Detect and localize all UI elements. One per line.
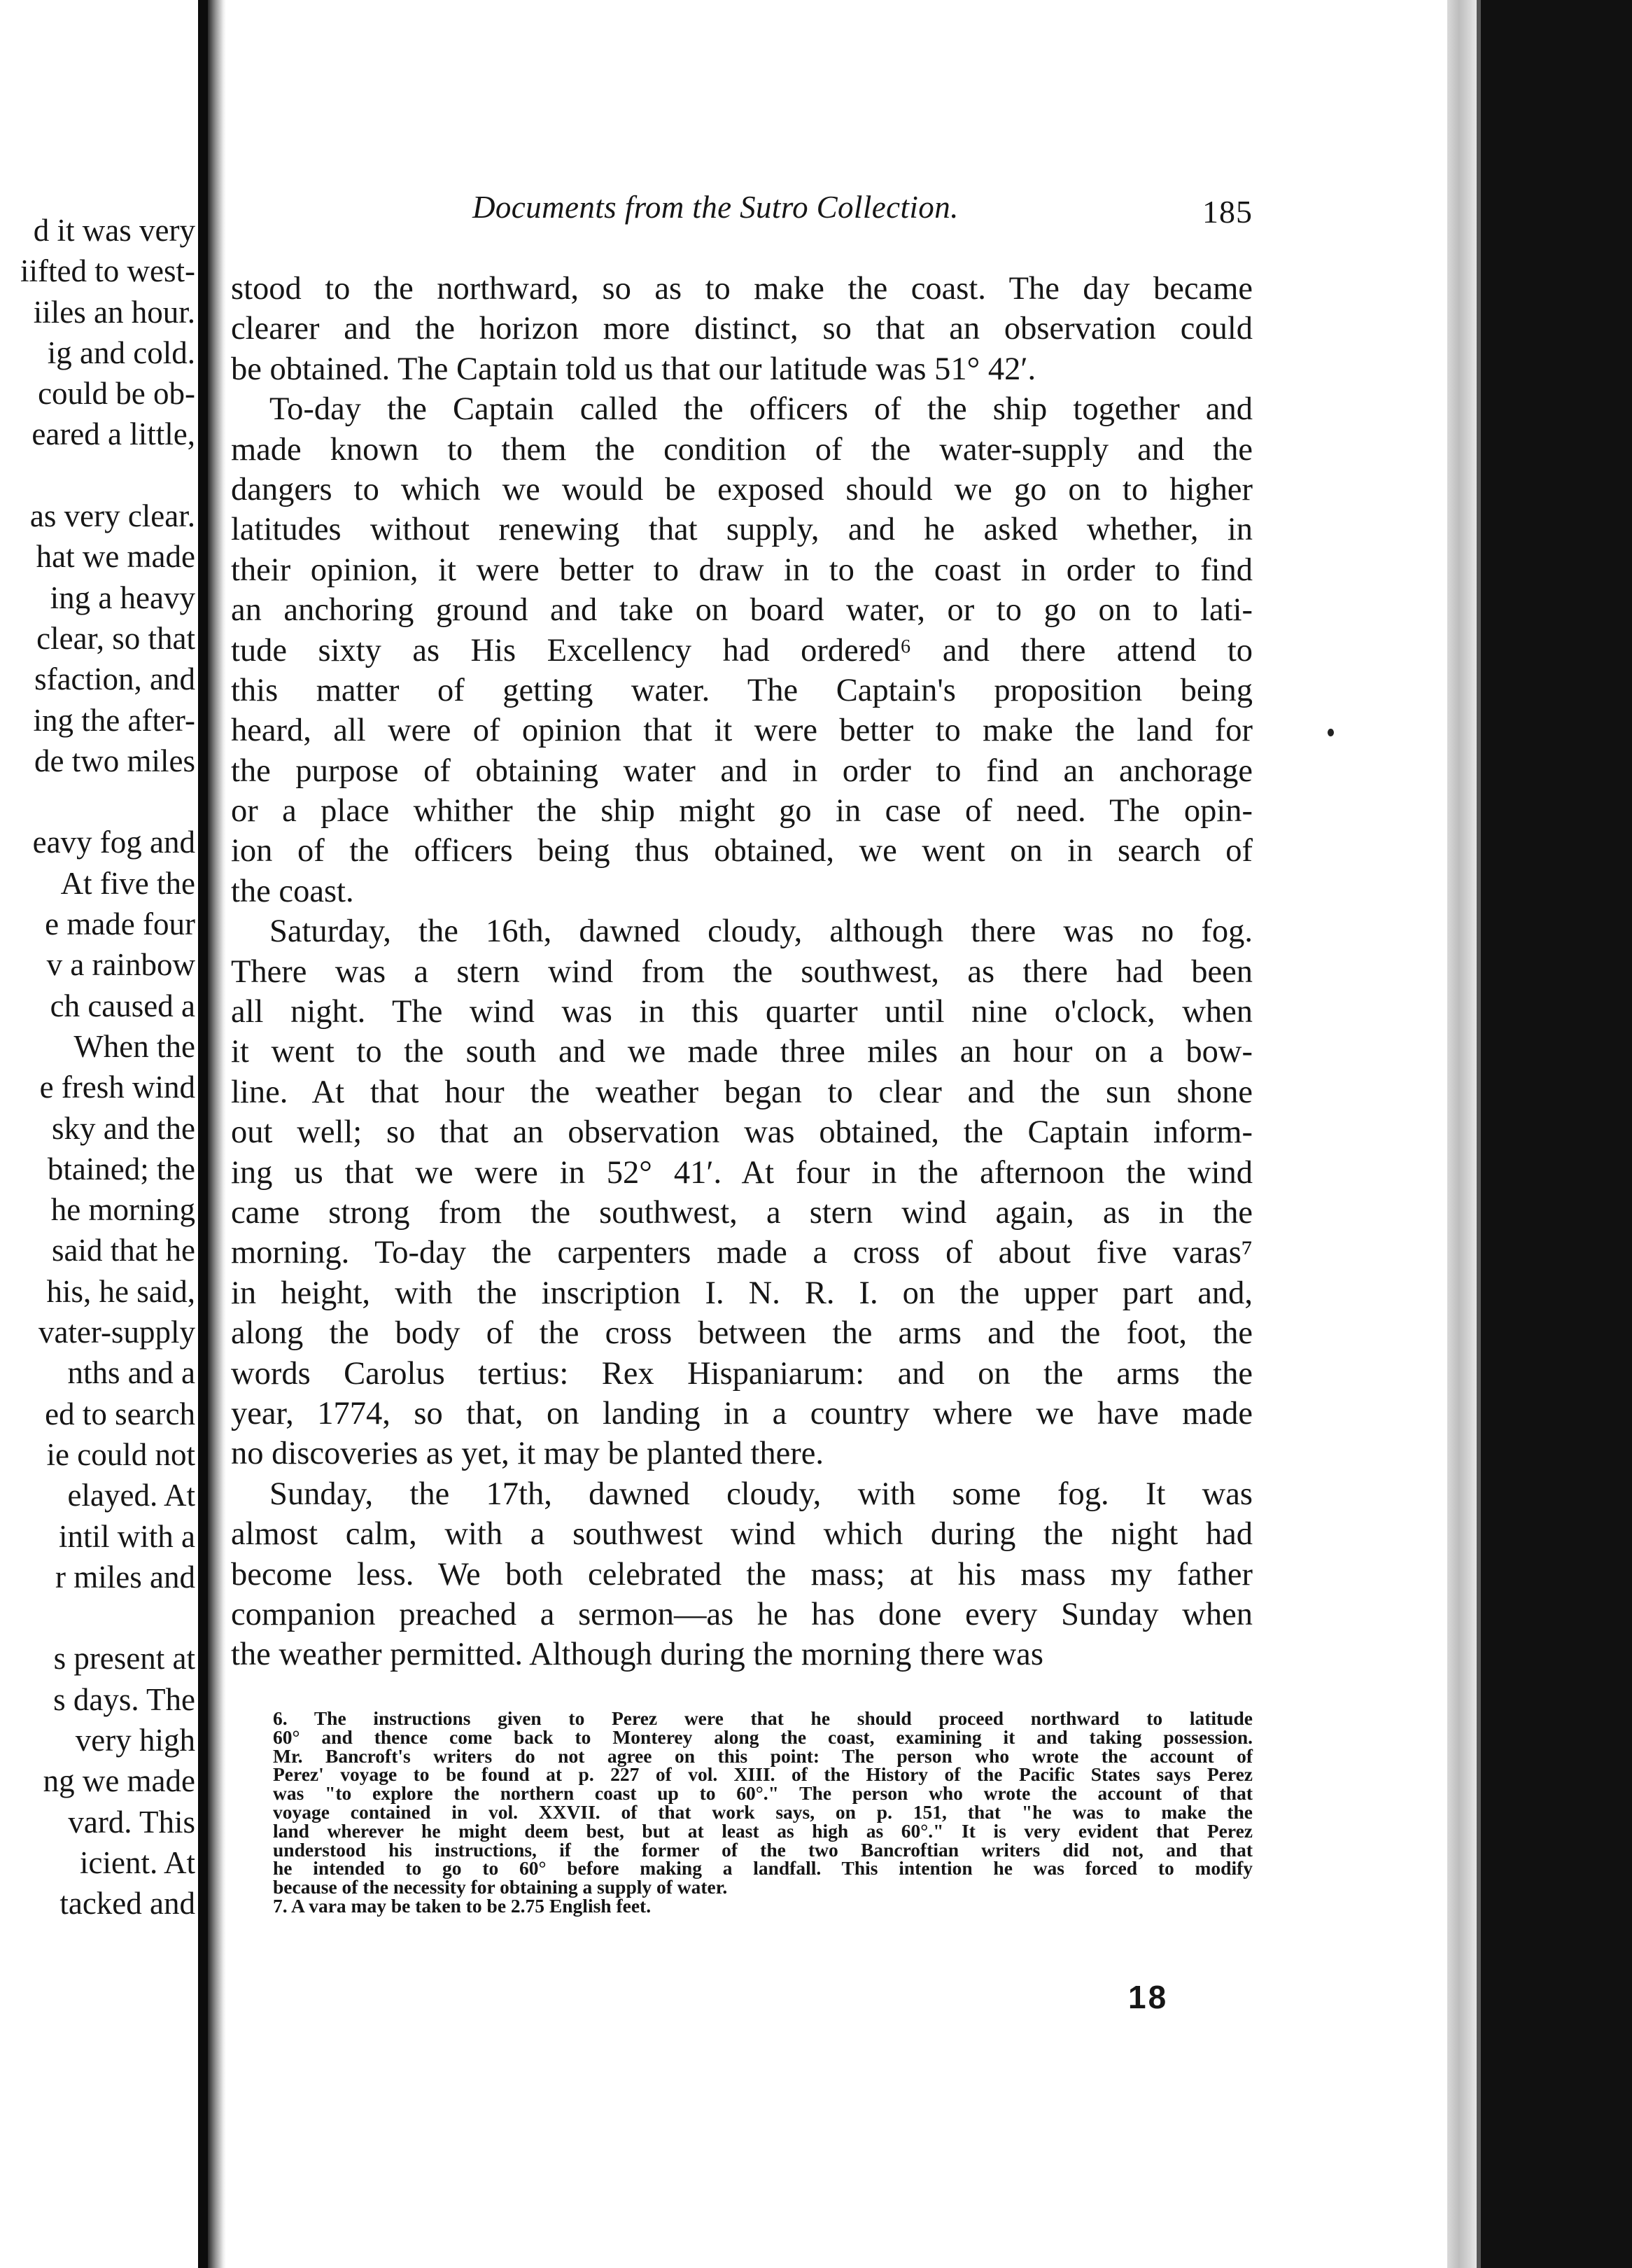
body-text [231,269,1253,1675]
left-page-line: ing a heavy [50,580,195,615]
left-page-line: sfaction, and [34,662,195,697]
body-line: or a place whither the ship might go in case of need. The opin- [231,793,1253,830]
left-page-line: When the [73,1028,195,1064]
footnote-line: voyage contained in vol. XXVII. of that work says, on p. 151, that "he was to make the [273,1800,1253,1823]
left-page-line: d it was very [33,213,195,248]
left-page-line [20,1597,195,1638]
body-line: came strong from the southwest, a stern wind again, as in the [231,1194,1253,1231]
left-page-line: very high [75,1722,195,1758]
left-page-line: ie could not [46,1436,195,1472]
page-header [231,189,1253,231]
left-page-line: ch caused a [50,988,195,1023]
left-page-text [20,210,195,1924]
body-line: Saturday, the 16th, dawned cloudy, although there was no fog. [269,913,1253,950]
left-page-line: r miles and [55,1559,195,1595]
body-line: To-day the Captain called the officers of the ship together and [269,391,1253,428]
left-page-line: de two miles [34,743,195,778]
footnote-line: 6. The instructions given to Perez were that he should proceed northward to latitude [273,1707,1253,1729]
left-page-line: nths and a [67,1355,195,1391]
left-page-line: s present at [53,1641,195,1676]
body-line: companion preached a sermon—as he has done every Sunday when [231,1596,1253,1632]
body-line: clearer and the horizon more distinct, so that an observation could [231,311,1253,347]
left-page-line: said that he [52,1233,195,1268]
footnote-line: 7. A vara may be taken to be 2.75 English feet. [273,1894,652,1917]
left-page-line: At five the [60,865,195,901]
running-head: Documents from the Sutro Collection. [472,190,959,225]
left-page-line: as very clear. [29,498,195,534]
left-page-line: vater-supply [38,1315,195,1350]
left-page-line: he morning [50,1192,195,1228]
body-line: along the body of the cross between the arms and the foot, the [231,1315,1253,1352]
footnote-line: land wherever he might deem best, but at least as high as 60°." It is very evident that Perez [273,1819,1253,1842]
left-page-line: clear, so that [36,620,195,656]
body-line: it went to the south and we made three miles an hour on a bow- [231,1034,1253,1070]
left-page-line: eared a little, [31,416,195,452]
body-line: be obtained. The Captain told us that our latitude was 51° 42′. [231,351,1036,387]
body-line: no discoveries as yet, it may be planted there. [231,1436,824,1472]
left-page-line: icient. At [80,1844,195,1880]
body-line: heard, all were of opinion that it were better to make the land for [231,713,1253,749]
footnote-line: he intended to go to 60° before making a landfall. This intention he was forced to modify [273,1857,1253,1879]
left-page-line: intil with a [59,1518,195,1554]
gutter [198,0,208,2268]
left-page-line: iifted to west- [20,253,195,289]
body-line: in height, with the inscription I. N. R. I. on the upper part and, [231,1275,1253,1311]
body-line: ing us that we were in 52° 41′. At four in the afternoon the wind [231,1154,1253,1191]
left-page-line: ng we made [43,1763,195,1799]
footnote-line: Mr. Bancroft's writers do not agree on this point: The person who wrote the account of [273,1744,1253,1767]
left-page-line: vard. This [68,1804,195,1840]
footnote-line: was "to explore the northern coast up to 60°." The person who wrote the account of that [273,1782,1253,1805]
footnote-line: 60° and thence come back to Monterey along the coast, examining it and taking possession. [273,1726,1253,1748]
body-line: made known to them the condition of the water-supply and the [231,431,1253,468]
body-line: their opinion, it were better to draw in to the coast in order to find [231,552,1253,588]
page-number: 185 [1202,194,1253,230]
body-line: year, 1774, so that, on landing in a country where we have made [231,1395,1253,1432]
body-line: dangers to which we would be exposed should we go on to higher [231,471,1253,507]
left-page-line: v a rainbow [46,947,195,983]
left-page-line: his, he said, [46,1273,195,1309]
body-line: the coast. [231,873,354,909]
footnotes [273,1709,1253,1916]
left-page-line: sky and the [52,1110,195,1146]
ink-speck [1328,729,1334,736]
left-page-line [20,781,195,822]
scan-background [1481,0,1632,2268]
left-page-line: iiles an hour. [33,294,195,330]
left-page-line: e fresh wind [39,1070,195,1105]
left-page-line: ing the after- [33,702,195,738]
body-line: this matter of getting water. The Captain's proposition being [231,672,1253,708]
footnote-line: understood his instructions, if the former of the two Bancroftian writers did not, and that [273,1838,1253,1861]
left-page-line: hat we made [36,539,195,575]
body-line: all night. The wind was in this quarter until nine o'clock, when [231,994,1253,1030]
body-line: There was a stern wind from the southwest, as there had been [231,953,1253,990]
body-line: ion of the officers being thus obtained, we went on in search of [231,833,1253,869]
left-page-line: could be ob- [38,376,195,412]
page-edge [1447,0,1477,2268]
footnote-line: because of the necessity for obtaining a supply of water. [273,1876,728,1898]
body-line: Sunday, the 17th, dawned cloudy, with some fog. It was [269,1476,1253,1512]
left-page-line: tacked and [59,1886,195,1921]
body-line: tude sixty as His Excellency had ordered⁶ and there attend to [231,632,1253,668]
body-line: almost calm, with a southwest wind which during the night had [231,1516,1253,1553]
left-page-line: btained; the [47,1151,195,1186]
left-page-line: ed to search [45,1396,195,1432]
left-facing-page [0,0,199,2268]
left-page-line: e made four [45,906,195,942]
left-page-line: s days. The [53,1681,195,1717]
body-line: latitudes without renewing that supply, and he asked whether, in [231,512,1253,548]
body-line: morning. To-day the carpenters made a cross of about five varas⁷ [231,1235,1253,1271]
left-page-line: elayed. At [67,1478,195,1513]
left-page-line: ig and cold. [47,335,195,370]
gutter-shadow [208,0,226,2268]
body-line: out well; so that an observation was obtained, the Captain inform- [231,1114,1253,1151]
left-page-line [20,455,195,496]
body-line: the weather permitted. Although during the morning there was [231,1637,1043,1673]
body-line: become less. We both celebrated the mass; at his mass my father [231,1556,1253,1592]
body-line: line. At that hour the weather began to clear and the sun shone [231,1074,1253,1110]
signature-mark: 18 [1128,1979,1169,2015]
body-line: the purpose of obtaining water and in order to find an anchorage [231,752,1253,789]
body-line: words Carolus tertius: Rex Hispaniarum: and on the arms the [231,1355,1253,1392]
left-page-line: eavy fog and [32,825,195,860]
footnote-line: Perez' voyage to be found at p. 227 of vol. XIII. of the History of the Pacific States says Perez [273,1763,1253,1786]
body-line: an anchoring ground and take on board water, or to go on to lati- [231,592,1253,629]
body-line: stood to the northward, so as to make the coast. The day became [231,271,1253,307]
